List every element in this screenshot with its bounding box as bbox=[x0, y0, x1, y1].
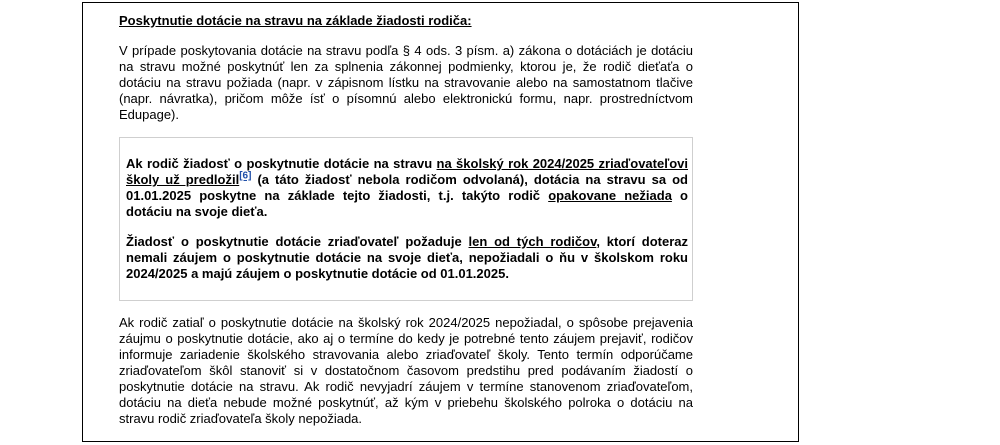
notice-1-text-c: o dotáciu na svoje dieťa. bbox=[126, 188, 688, 219]
notice-2-text-b: , ktorí doteraz nemali záujem o poskytnutie dotácie na svoje dieťa, nepožiadali o ňu v školskom roku 2024/2025 a majú záujem o poskytnutie dotácie od 01.01.2025. bbox=[126, 234, 688, 281]
section-heading: Poskytnutie dotácie na stravu na základe žiadosti rodiča: bbox=[119, 13, 472, 28]
notice-1-text-b: (a táto žiadosť nebola rodičom odvolaná), dotácia na stravu sa od 01.01.2025 poskytne na základe tejto žiadosti, t.j. takýto rodič bbox=[126, 172, 688, 203]
notice-2-text-a: Žiadosť o poskytnutie dotácie zriaďovateľ požaduje bbox=[126, 234, 469, 249]
notice-paragraph-2 bbox=[126, 234, 688, 282]
notice-1-text-a: Ak rodič žiadosť o poskytnutie dotácie na stravu bbox=[126, 156, 437, 171]
closing-paragraph: Ak rodič zatiaľ o poskytnutie dotácie na školský rok 2024/2025 nepožiadal, o spôsobe prejavenia záujmu o poskytnutie dotácie, ako aj o termíne do kedy je potrebné tento záujem prejaviť, rodičov informuje zariadenie školského stravovania alebo zriaďovateľ školy. Tento termín odporúčame zriaďovateľom škôl stanoviť si v dostatočnom časovom predstihu pred podávaním žiadostí o poskytnutie dotácie na stravu. Ak rodič nevyjadrí záujem v termíne stanovenom zriaďovateľom, dotáciu na dieťa nebude možné poskytnúť, až kým v priebehu školského polroka o dotáciu na stravu rodič zriaďovateľa školy nepožiada. bbox=[119, 315, 693, 426]
footnote-link[interactable]: [6] bbox=[239, 170, 252, 182]
notice-box bbox=[119, 137, 693, 301]
notice-1-underline-b: opakovane nežiada bbox=[548, 188, 672, 203]
notice-1-underline-a: na školský rok 2024/2025 zriaďovateľovi školy už predložil bbox=[126, 156, 689, 187]
notice-2-underline-a: len od tých rodičov bbox=[468, 234, 597, 249]
intro-paragraph: V prípade poskytovania dotácie na stravu podľa § 4 ods. 3 písm. a) zákona o dotáciách je dotáciu na stravu možné poskytnúť len za splnenia zákonnej podmienky, ktorou je, že rodič dieťaťa o dotáciu na stravu požiada (napr. v zápisnom lístku na stravovanie alebo na samostatnom tlačive (napr. návratka), pričom môže ísť o písomnú alebo elektronickú formu, napr. prostredníctvom Edupage). bbox=[119, 43, 693, 122]
notice-paragraph-1 bbox=[126, 156, 688, 220]
document-page bbox=[82, 2, 799, 442]
document-content bbox=[119, 13, 693, 427]
